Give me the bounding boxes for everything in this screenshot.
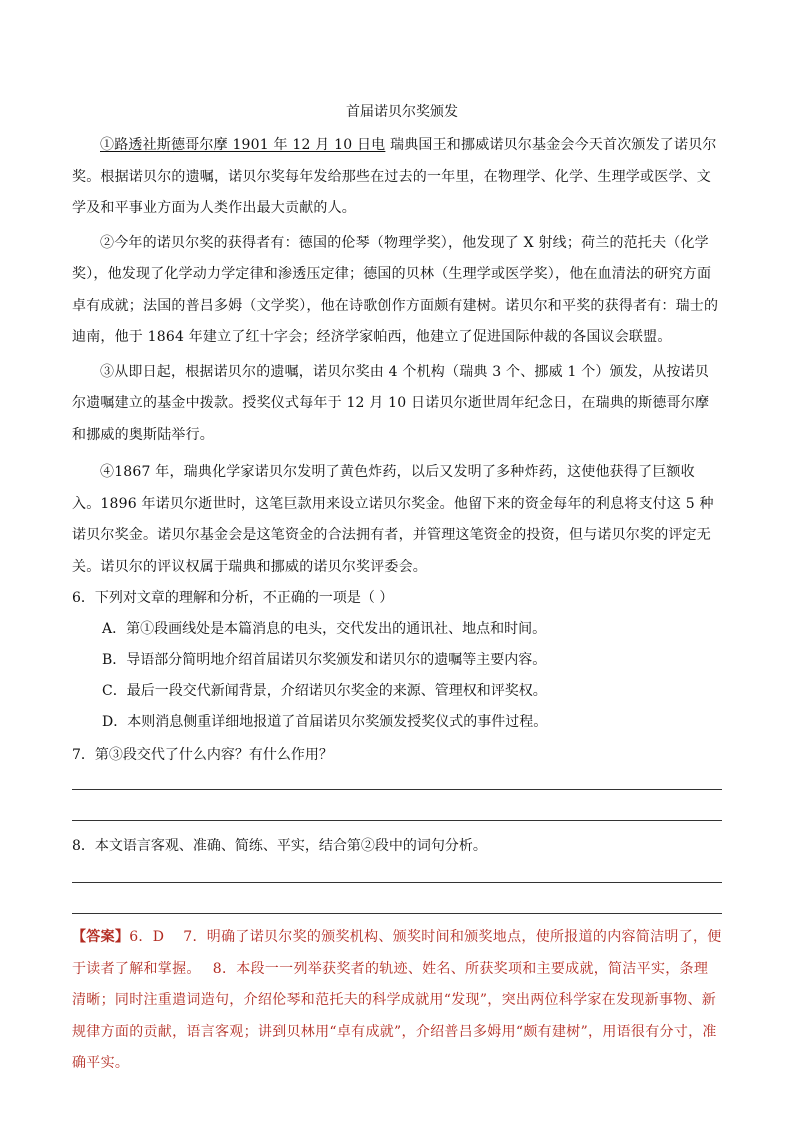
question-8-stem: 8．本文语言客观、准确、简练、平实，结合第②段中的词句分析。: [72, 838, 487, 854]
question-6-stem: 6．下列对文章的理解和分析，不正确的一项是（ ）: [72, 590, 394, 606]
article-title: 首届诺贝尔奖颁发: [346, 104, 458, 120]
question-6-option-d: D．本则消息侧重详细地报道了首届诺贝尔奖颁发授奖仪式的事件过程。: [102, 714, 548, 730]
dateline-underlined: ①路透社斯德哥尔摩 1901 年 12 月 10 日电: [100, 137, 386, 153]
answer-section: [72, 922, 722, 1080]
paragraph-1: [72, 130, 722, 225]
question-7-stem: 7．第③段交代了什么内容？有什么作用？: [72, 747, 333, 763]
question-6-option-a: A．第①段画线处是本篇消息的电头，交代发出的通讯社、地点和时间。: [102, 621, 547, 637]
question-6-option-c: C．最后一段交代新闻背景，介绍诺贝尔奖金的来源、管理权和评奖权。: [102, 683, 547, 699]
paragraph-3: ③从即日起，根据诺贝尔的遗嘱，诺贝尔奖由 4 个机构（瑞典 3 个、挪威 1 个）颁发，从按诺贝尔遗嘱建立的基金中拨款。授奖仪式每年于 12 月 10 日诺贝尔逝世周年纪念日，在瑞典的斯德哥尔摩和挪威的奥斯陆举行。: [72, 363, 710, 443]
paragraph-1-body: 瑞典国王和挪威诺贝尔基金会今天首次颁发了诺贝尔奖。根据诺贝尔的遗嘱，诺贝尔奖每年发给那些在过去的一年里，在物理学、化学、生理学或医学、文学及和平事业方面为人类作出最大贡献的人。: [72, 137, 717, 216]
answer-text: 6．D 7．明确了诺贝尔奖的颁奖机构、颁奖时间和颁奖地点，使所报道的内容简洁明了，便于读者了解和掌握。 8．本段一一列举获奖者的轨迹、姓名、所获奖项和主要成就，简洁平实，条理清晰；同时注重遣词造句，介绍伦琴和范托夫的科学成就用“发现”，突出两位科学家在发现新事物、新规律方面的贡献，语言客观；讲到贝林用“卓有成就”，介绍普吕多姆用“颇有建树”，用语很有分寸，准确平实。: [72, 929, 722, 1071]
document-page: [72, 100, 722, 1080]
paragraph-4: ④1867 年，瑞典化学家诺贝尔发明了黄色炸药，以后又发明了多种炸药，这使他获得了巨额收入。1896 年诺贝尔逝世时，这笔巨款用来设立诺贝尔奖金。他留下来的资金每年的利息将支付这 5 种诺贝尔奖金。诺贝尔基金会是这笔资金的合法拥有者，并管理这笔资金的投资，但与诺贝尔奖的评定无关。诺贝尔的评议权属于瑞典和挪威的诺贝尔奖评委会。: [72, 464, 714, 575]
answer-tag: 【答案】: [72, 929, 130, 945]
question-6-option-b: B．导语部分简明地介绍首届诺贝尔奖颁发和诺贝尔的遗嘱等主要内容。: [102, 652, 547, 668]
paragraph-2: ②今年的诺贝尔奖的获得者有：德国的伦琴（物理学奖），他发现了 X 射线；荷兰的范托夫（化学奖），他发现了化学动力学定律和渗透压定律；德国的贝林（生理学或医学奖），他在血清法的研究方面卓有成就；法国的普吕多姆（文学奖），他在诗歌创作方面颇有建树。诺贝尔和平奖的获得者有：瑞士的迪南，他于 1864 年建立了红十字会；经济学家帕西，他建立了促进国际仲裁的各国议会联盟。: [72, 234, 719, 345]
